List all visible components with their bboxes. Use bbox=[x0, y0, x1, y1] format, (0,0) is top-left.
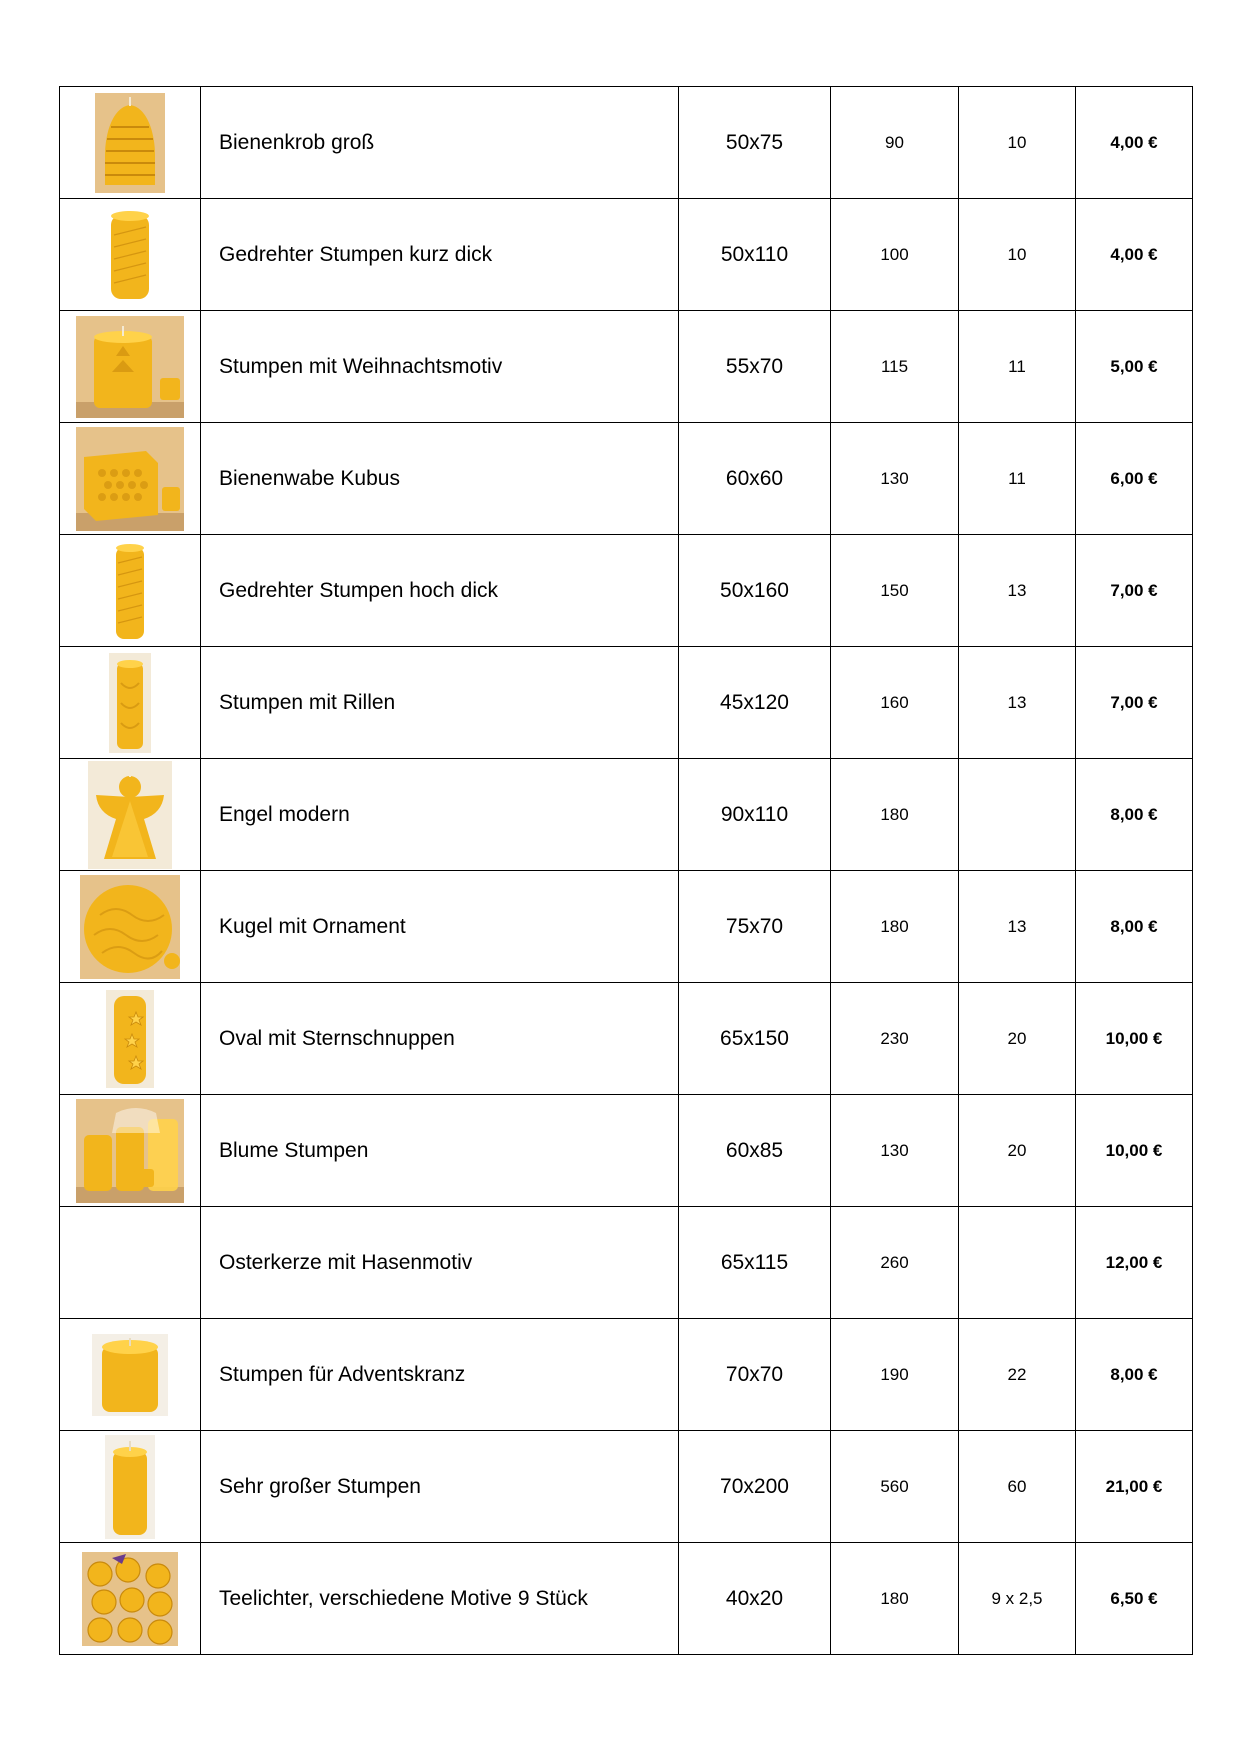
christmas-pillar-candle-image bbox=[76, 316, 184, 418]
product-weight: 100 bbox=[831, 199, 959, 311]
product-image-cell bbox=[60, 423, 201, 535]
honeycomb-cube-candle-image-drawing bbox=[76, 427, 184, 531]
product-name: Osterkerze mit Hasenmotiv bbox=[201, 1207, 679, 1319]
product-size: 50x160 bbox=[679, 535, 831, 647]
grooved-pillar-candle-image bbox=[109, 653, 151, 753]
product-burn-time: 11 bbox=[959, 423, 1076, 535]
product-size: 45x120 bbox=[679, 647, 831, 759]
product-burn-time: 60 bbox=[959, 1431, 1076, 1543]
product-size: 65x150 bbox=[679, 983, 831, 1095]
product-name: Teelichter, verschiedene Motive 9 Stück bbox=[201, 1543, 679, 1655]
product-weight: 180 bbox=[831, 871, 959, 983]
christmas-pillar-candle-image-drawing bbox=[76, 316, 184, 418]
product-size: 65x115 bbox=[679, 1207, 831, 1319]
product-burn-time: 10 bbox=[959, 199, 1076, 311]
table-row bbox=[60, 535, 1193, 647]
product-burn-time: 22 bbox=[959, 1319, 1076, 1431]
product-image-cell bbox=[60, 311, 201, 423]
table-row bbox=[60, 647, 1193, 759]
product-price: 6,00 € bbox=[1076, 423, 1193, 535]
product-size: 50x75 bbox=[679, 87, 831, 199]
table-body bbox=[60, 87, 1193, 1655]
product-weight: 130 bbox=[831, 1095, 959, 1207]
table-row bbox=[60, 87, 1193, 199]
product-image-cell bbox=[60, 1095, 201, 1207]
product-table bbox=[59, 86, 1193, 1655]
product-price: 10,00 € bbox=[1076, 1095, 1193, 1207]
product-size: 90x110 bbox=[679, 759, 831, 871]
product-image-cell bbox=[60, 199, 201, 311]
product-weight: 560 bbox=[831, 1431, 959, 1543]
product-price: 21,00 € bbox=[1076, 1431, 1193, 1543]
product-image-cell bbox=[60, 87, 201, 199]
product-name: Blume Stumpen bbox=[201, 1095, 679, 1207]
product-size: 40x20 bbox=[679, 1543, 831, 1655]
product-name: Stumpen mit Rillen bbox=[201, 647, 679, 759]
product-name: Sehr großer Stumpen bbox=[201, 1431, 679, 1543]
shooting-star-candle-image-drawing bbox=[106, 990, 154, 1088]
grooved-pillar-candle-image-drawing bbox=[109, 653, 151, 753]
tealights-assorted-image-drawing bbox=[82, 1552, 178, 1646]
beehive-candle-image bbox=[95, 93, 165, 193]
product-weight: 260 bbox=[831, 1207, 959, 1319]
product-image-cell bbox=[60, 535, 201, 647]
table-row bbox=[60, 871, 1193, 983]
product-weight: 180 bbox=[831, 1543, 959, 1655]
table-row bbox=[60, 1207, 1193, 1319]
product-burn-time: 13 bbox=[959, 871, 1076, 983]
table-row bbox=[60, 199, 1193, 311]
product-price: 12,00 € bbox=[1076, 1207, 1193, 1319]
table-row bbox=[60, 759, 1193, 871]
twisted-short-candle-image bbox=[102, 205, 158, 305]
product-burn-time: 20 bbox=[959, 1095, 1076, 1207]
table-row bbox=[60, 1431, 1193, 1543]
product-burn-time: 11 bbox=[959, 311, 1076, 423]
large-pillar-candle-image bbox=[105, 1435, 155, 1539]
product-burn-time: 13 bbox=[959, 647, 1076, 759]
product-name: Kugel mit Ornament bbox=[201, 871, 679, 983]
product-name: Gedrehter Stumpen hoch dick bbox=[201, 535, 679, 647]
product-image-cell bbox=[60, 871, 201, 983]
twisted-short-candle-image-drawing bbox=[102, 205, 158, 305]
honeycomb-cube-candle-image bbox=[76, 427, 184, 531]
product-price: 4,00 € bbox=[1076, 199, 1193, 311]
product-price: 8,00 € bbox=[1076, 871, 1193, 983]
product-image-cell bbox=[60, 1207, 201, 1319]
table-row bbox=[60, 1543, 1193, 1655]
product-weight: 90 bbox=[831, 87, 959, 199]
flower-pillar-candles-image bbox=[76, 1099, 184, 1203]
product-burn-time: 10 bbox=[959, 87, 1076, 199]
shooting-star-candle-image bbox=[106, 990, 154, 1088]
product-size: 75x70 bbox=[679, 871, 831, 983]
product-image-cell bbox=[60, 983, 201, 1095]
product-price: 10,00 € bbox=[1076, 983, 1193, 1095]
table-row bbox=[60, 1095, 1193, 1207]
product-burn-time bbox=[959, 1207, 1076, 1319]
product-image-cell bbox=[60, 1543, 201, 1655]
product-name: Bienenwabe Kubus bbox=[201, 423, 679, 535]
table-row bbox=[60, 983, 1193, 1095]
product-price: 6,50 € bbox=[1076, 1543, 1193, 1655]
product-size: 60x85 bbox=[679, 1095, 831, 1207]
tealights-assorted-image bbox=[82, 1552, 178, 1646]
product-image-cell bbox=[60, 759, 201, 871]
ornament-ball-candle-image-drawing bbox=[80, 875, 180, 979]
product-weight: 130 bbox=[831, 423, 959, 535]
beehive-candle-image-drawing bbox=[95, 93, 165, 193]
product-image-cell bbox=[60, 1319, 201, 1431]
twisted-tall-candle-image bbox=[108, 539, 152, 643]
product-name: Oval mit Sternschnuppen bbox=[201, 983, 679, 1095]
product-weight: 160 bbox=[831, 647, 959, 759]
product-weight: 150 bbox=[831, 535, 959, 647]
product-burn-time bbox=[959, 759, 1076, 871]
product-weight: 190 bbox=[831, 1319, 959, 1431]
product-weight: 180 bbox=[831, 759, 959, 871]
advent-pillar-candle-image-drawing bbox=[92, 1334, 168, 1416]
product-size: 60x60 bbox=[679, 423, 831, 535]
product-price: 7,00 € bbox=[1076, 647, 1193, 759]
product-size: 50x110 bbox=[679, 199, 831, 311]
product-weight: 230 bbox=[831, 983, 959, 1095]
ornament-ball-candle-image bbox=[80, 875, 180, 979]
table-row bbox=[60, 311, 1193, 423]
product-size: 55x70 bbox=[679, 311, 831, 423]
product-name: Engel modern bbox=[201, 759, 679, 871]
product-name: Bienenkrob groß bbox=[201, 87, 679, 199]
product-price: 8,00 € bbox=[1076, 1319, 1193, 1431]
product-price: 4,00 € bbox=[1076, 87, 1193, 199]
product-size: 70x200 bbox=[679, 1431, 831, 1543]
product-name: Stumpen für Adventskranz bbox=[201, 1319, 679, 1431]
angel-candle-image bbox=[88, 761, 172, 869]
product-size: 70x70 bbox=[679, 1319, 831, 1431]
advent-pillar-candle-image bbox=[92, 1334, 168, 1416]
product-price: 5,00 € bbox=[1076, 311, 1193, 423]
product-burn-time: 20 bbox=[959, 983, 1076, 1095]
angel-candle-image-drawing bbox=[88, 761, 172, 869]
product-image-cell bbox=[60, 1431, 201, 1543]
product-price: 8,00 € bbox=[1076, 759, 1193, 871]
product-burn-time: 9 x 2,5 bbox=[959, 1543, 1076, 1655]
twisted-tall-candle-image-drawing bbox=[108, 539, 152, 643]
product-burn-time: 13 bbox=[959, 535, 1076, 647]
product-weight: 115 bbox=[831, 311, 959, 423]
large-pillar-candle-image-drawing bbox=[105, 1435, 155, 1539]
table-row bbox=[60, 423, 1193, 535]
product-price: 7,00 € bbox=[1076, 535, 1193, 647]
product-name: Gedrehter Stumpen kurz dick bbox=[201, 199, 679, 311]
product-image-cell bbox=[60, 647, 201, 759]
product-name: Stumpen mit Weihnachtsmotiv bbox=[201, 311, 679, 423]
flower-pillar-candles-image-drawing bbox=[76, 1099, 184, 1203]
table-row bbox=[60, 1319, 1193, 1431]
